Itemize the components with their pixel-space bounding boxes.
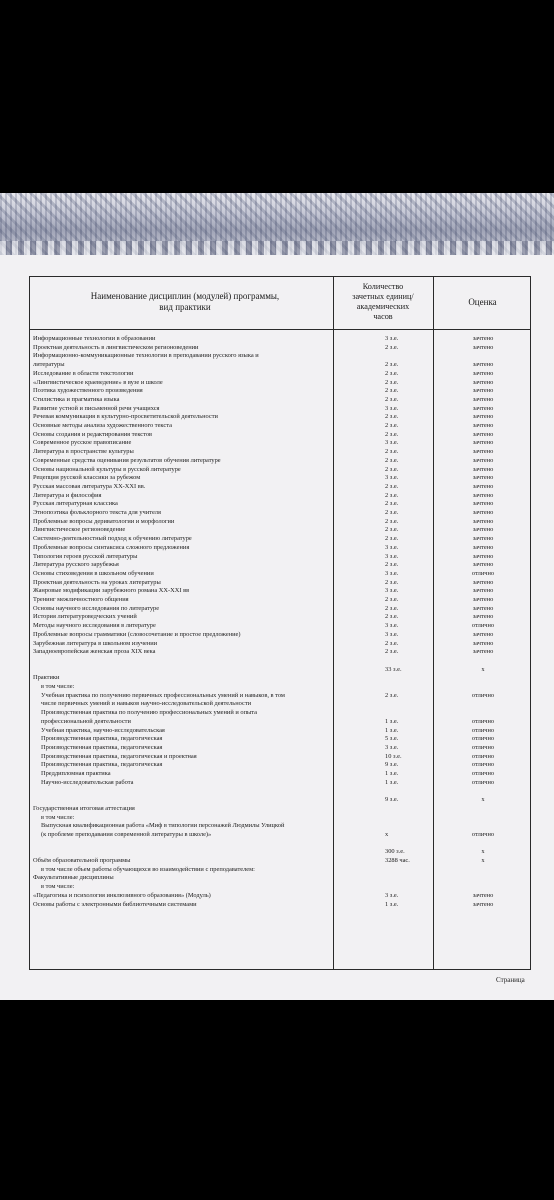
table-row [33,866,529,875]
table-row [33,666,529,675]
discipline-name: Литература в пространстве культуры [33,448,134,456]
credit-units: 5 з.е. [385,735,399,743]
table-row [33,422,529,431]
table-row [33,535,529,544]
table-row [33,509,529,518]
credit-units: 1 з.е. [385,726,399,734]
table-row [33,361,529,370]
discipline-name: Проектная деятельность на уроках литературы [33,578,161,586]
credit-units: 10 з.е. [385,752,402,760]
table-row [33,683,529,692]
table-row [33,779,529,788]
discipline-name: Государственная итоговая аттестация [33,804,135,812]
discipline-name: Основы национальной культуры в русской литературе [33,465,181,473]
discipline-name: Этнопоэтика фольклорного текста для учителя [33,509,161,516]
discipline-name: (к проблеме преподавания современной литературы в школе)» [41,830,212,838]
table-row [33,439,529,448]
discipline-name: Основы стиховедения в школьном обучении [33,569,154,577]
credit-units: 2 з.е. [385,604,399,612]
credit-units: 3 з.е. [385,543,399,551]
discipline-name: в том числе: [41,813,75,821]
table-row [33,840,529,849]
grade-value: x [481,796,485,804]
grade-value: зачтено [472,335,494,342]
table-row [33,822,529,831]
table-row [33,805,529,814]
credit-units: 2 з.е. [385,596,399,603]
credit-units: 2 з.е. [385,448,399,456]
table-row [33,518,529,527]
credit-units: 3 з.е. [385,622,399,630]
grade-value: зачтено [472,517,494,525]
grade-value: зачтено [472,439,494,447]
discipline-name: Проблемные вопросы синтаксиса сложного предложения [33,543,190,551]
grade-value: зачтено [472,630,494,638]
table-row [33,474,529,483]
page-label: Страница [496,976,525,984]
discipline-name: Тренинг межличностного общения [33,596,129,603]
grade-value: отлично [471,569,495,577]
table-row [33,622,529,631]
table-row [33,674,529,683]
grade-value: зачтено [472,891,494,899]
table-row [33,787,529,796]
grade-value: зачтено [472,561,494,569]
grade-value: зачтено [472,387,494,395]
table-row [33,370,529,379]
table-row [33,814,529,823]
table-row [33,570,529,579]
table-row [33,700,529,709]
grade-value: отлично [471,778,495,786]
table-row [33,727,529,736]
table-row [33,709,529,718]
table-row [33,631,529,640]
grade-value: зачтено [472,552,494,560]
credit-units: 2 з.е. [385,691,399,699]
discipline-name: Поэтика художественного произведения [33,387,143,395]
credit-units: 2 з.е. [385,430,399,438]
discipline-name: «Педагогика и психология инклюзивного образования» (Модуль) [33,891,211,899]
header-discipline-line2: вид практики [159,302,211,312]
header-credits-line4: часов [373,312,393,321]
credit-units: 1 з.е. [385,778,399,786]
header-divider [30,329,530,330]
grade-value: зачтено [472,587,494,595]
credit-units: 1 з.е. [385,770,399,777]
grade-value: зачтено [472,543,494,551]
discipline-name: Основы создания и редактирования текстов [33,430,153,438]
discipline-name: Проектная деятельность в лингвистическом регионоведении [33,343,199,351]
discipline-name: Практики [33,674,60,682]
header-discipline [40,291,330,313]
table-row [33,657,529,666]
decorative-border-band [0,193,554,255]
credit-units: 2 з.е. [385,378,399,386]
grade-value: зачтено [472,535,494,543]
credit-units: 2 з.е. [385,526,399,534]
credit-units: 3 з.е. [385,552,399,560]
credit-units: 2 з.е. [385,578,399,586]
header-grade: Оценка [468,297,497,307]
table-row [33,901,529,910]
grade-value: зачтено [472,404,494,412]
grade-value: зачтено [472,456,494,464]
table-row [33,344,529,353]
credit-units: 1 з.е. [385,900,399,908]
grade-value: отлично [471,770,495,777]
discipline-name: в том числе: [41,683,75,690]
grade-value: отлично [471,743,495,751]
discipline-name: «Лингвистическое краеведение» в вузе и школе [33,378,163,386]
table-row [33,379,529,388]
table-row [33,796,529,805]
discipline-name: Литература и философия [33,491,102,499]
table-row [33,405,529,414]
discipline-name: в том числе объем работы обучающихся во взаимодействии с преподавателем: [41,865,255,873]
grade-value: зачтено [472,500,494,508]
table-row [33,613,529,622]
table-row [33,579,529,588]
grade-value: зачтено [472,596,494,603]
credit-units: 2 з.е. [385,465,399,473]
discipline-name: Проблемные вопросы грамматики (словосочетание и простое предложение) [33,630,241,638]
table-row [33,892,529,901]
discipline-name: Типология героев русской литературы [33,552,138,560]
grade-value: зачтено [472,395,494,403]
grade-value: зачтено [472,413,494,421]
grade-value: зачтено [472,482,494,490]
discipline-name: Литература русского зарубежья [33,561,119,569]
table-row [33,561,529,570]
grade-value: зачтено [472,509,494,516]
credit-units: 2 з.е. [385,517,399,525]
table-row [33,718,529,727]
table-row [33,744,529,753]
credit-units: 3 з.е. [385,404,399,412]
table-row [33,831,529,840]
grade-value: отлично [471,622,495,630]
table-row [33,857,529,866]
grade-value: зачтено [472,465,494,473]
table-row [33,587,529,596]
table-row [33,352,529,361]
discipline-name: Жанровые модификации зарубежного романа XX-XXI вв [33,587,190,595]
credit-units: 2 з.е. [385,509,399,516]
table-row [33,483,529,492]
credit-units: 2 з.е. [385,561,399,569]
credit-units: 1 з.е. [385,717,399,725]
discipline-name: Информационно-коммуникационные технологии в преподавании русского языка и [33,352,259,360]
discipline-name: литературы [33,361,65,369]
credit-units: 2 з.е. [385,500,399,508]
discipline-name: Основы работы с электронными библиотечными системами [33,900,197,908]
credit-units: 2 з.е. [385,491,399,499]
credit-units: 2 з.е. [385,639,399,647]
table-row [33,874,529,883]
grade-value: зачтено [472,430,494,438]
grade-value: отлично [471,717,495,725]
discipline-name: Рецепция русской классики за рубежом [33,474,141,482]
grade-value: отлично [471,752,495,760]
diploma-page [0,193,554,1000]
grade-value: x [481,665,485,673]
grade-value: зачтено [472,378,494,386]
table-row [33,648,529,657]
grade-value: x [481,848,485,856]
discipline-name: Производственная практика, педагогическая и проектная [41,752,197,760]
credit-units: 2 з.е. [385,482,399,490]
discipline-name: Русская массовая литература XX-XXI вв. [33,482,146,490]
grade-value: зачтено [472,604,494,612]
discipline-name: Факультативные дисциплины [33,874,114,882]
grade-value: отлично [471,761,495,769]
table-row [33,457,529,466]
discipline-name: Стилистика и прагматика языка [33,395,120,403]
table-row [33,335,529,344]
discipline-name: Производственная практика, педагогическая [41,735,163,743]
grade-value: зачтено [472,361,494,369]
table-row [33,553,529,562]
discipline-name: Основные методы анализа художественного текста [33,422,172,429]
credit-units: 2 з.е. [385,387,399,395]
credit-units: 2 з.е. [385,369,399,377]
table-row [33,413,529,422]
discipline-name: Информационные технологии в образовании [33,335,156,342]
grade-value: зачтено [472,900,494,908]
grade-value: зачтено [472,474,494,482]
table-row [33,396,529,405]
credit-units: 2 з.е. [385,456,399,464]
grade-value: зачтено [472,613,494,621]
discipline-name: Выпускная квалификационная работа «Миф в типологии персонажей Людмилы Улицкой [41,822,285,830]
credit-units: 2 з.е. [385,422,399,429]
grade-value: зачтено [472,343,494,351]
credit-units: x [385,830,389,838]
table-row [33,596,529,605]
grade-value: отлично [471,726,495,734]
discipline-name: Производственная практика, педагогическая [41,743,163,751]
discipline-name: Производственная практика, педагогическая [41,761,163,769]
discipline-name: числе первичных умений и навыков научно-исследовательской деятельности [41,700,252,708]
discipline-name: профессиональной деятельности [41,717,131,725]
discipline-name: Лингвистическое регионоведение [33,526,126,534]
grade-value: отлично [471,830,495,838]
grade-value: зачтено [472,448,494,456]
grade-value: зачтено [472,491,494,499]
credit-units: 3 з.е. [385,587,399,595]
credit-units: 3 з.е. [385,630,399,638]
table-row [33,500,529,509]
discipline-name: в том числе: [41,883,75,891]
credit-units: 300 з.е. [385,848,405,856]
credit-units: 2 з.е. [385,535,399,543]
discipline-name: Преддипломная практика [41,770,111,777]
table-row [33,848,529,857]
grade-value: зачтено [472,639,494,647]
grade-value: x [481,857,485,864]
credit-units: 3288 час. [385,857,410,864]
discipline-name: Русская литературная классика [33,500,118,508]
table-row [33,640,529,649]
credit-units: 3 з.е. [385,569,399,577]
table-row [33,735,529,744]
credit-units: 2 з.е. [385,613,399,621]
grade-value: отлично [471,735,495,743]
grade-value: зачтено [472,369,494,377]
header-credits-line3: академических [356,302,410,311]
discipline-name: Современные средства оценивания результатов обучения литературе [33,456,221,464]
table-row [33,605,529,614]
discipline-name: Научно-исследовательская работа [41,778,134,786]
table-row [33,753,529,762]
table-row [33,448,529,457]
header-discipline-line1: Наименование дисциплин (модулей) программы, [90,291,280,301]
credit-units: 2 з.е. [385,343,399,351]
table-row [33,387,529,396]
grade-value: зачтено [472,526,494,534]
credit-units: 33 з.е. [385,665,402,673]
table-row [33,466,529,475]
table-row [33,770,529,779]
grade-value: зачтено [472,422,494,429]
table-row [33,431,529,440]
discipline-name: История литературоведческих учений [33,613,137,621]
table-row [33,692,529,701]
discipline-name: Производственная практика по получению профессиональных умений и опыта [41,709,258,717]
discipline-name: Современное русское правописание [33,439,132,447]
credit-units: 2 з.е. [385,648,399,656]
header-credits [334,282,432,322]
discipline-name: Учебная практика по получению первичных профессиональных умений и навыков, в том [41,691,285,699]
disciplines-table [29,276,531,970]
credit-units: 2 з.е. [385,395,399,403]
discipline-name: Методы научного исследования в литературе [33,622,156,630]
discipline-name: Речевая коммуникация в культурно-просветительской деятельности [33,413,218,421]
discipline-name: Развитие устной и письменной речи учащихся [33,404,160,412]
credit-units: 3 з.е. [385,335,399,342]
credit-units: 9 з.е. [385,796,399,804]
discipline-name: Проблемные вопросы дериватологии и морфологии [33,517,175,525]
discipline-name: Объём образовательной программы [33,857,131,864]
credit-units: 9 з.е. [385,761,399,769]
discipline-name: Исследование в области текстологии [33,369,134,377]
credit-units: 3 з.е. [385,439,399,447]
credit-units: 3 з.е. [385,743,399,751]
discipline-name: Основы научного исследования по литературе [33,604,160,612]
table-row [33,883,529,892]
credit-units: 3 з.е. [385,891,399,899]
grade-value: отлично [471,691,495,699]
credit-units: 2 з.е. [385,361,399,369]
credit-units: 2 з.е. [385,413,399,421]
discipline-name: Зарубежная литература в школьном изучении [33,639,158,647]
discipline-name: Учебная практика, научно-исследовательская [41,726,165,734]
table-row [33,761,529,770]
header-credits-line1: Количество [362,282,404,291]
table-row [33,544,529,553]
grade-value: зачтено [472,648,494,656]
grade-value: зачтено [472,578,494,586]
table-row [33,526,529,535]
header-credits-line2: зачетных единиц/ [352,292,414,301]
credit-units: 3 з.е. [385,474,399,482]
discipline-name: Западноевропейская женская проза XIX века [33,648,156,656]
discipline-name: Системно-деятельностный подход к обучению литературе [33,535,192,543]
table-row [33,492,529,501]
